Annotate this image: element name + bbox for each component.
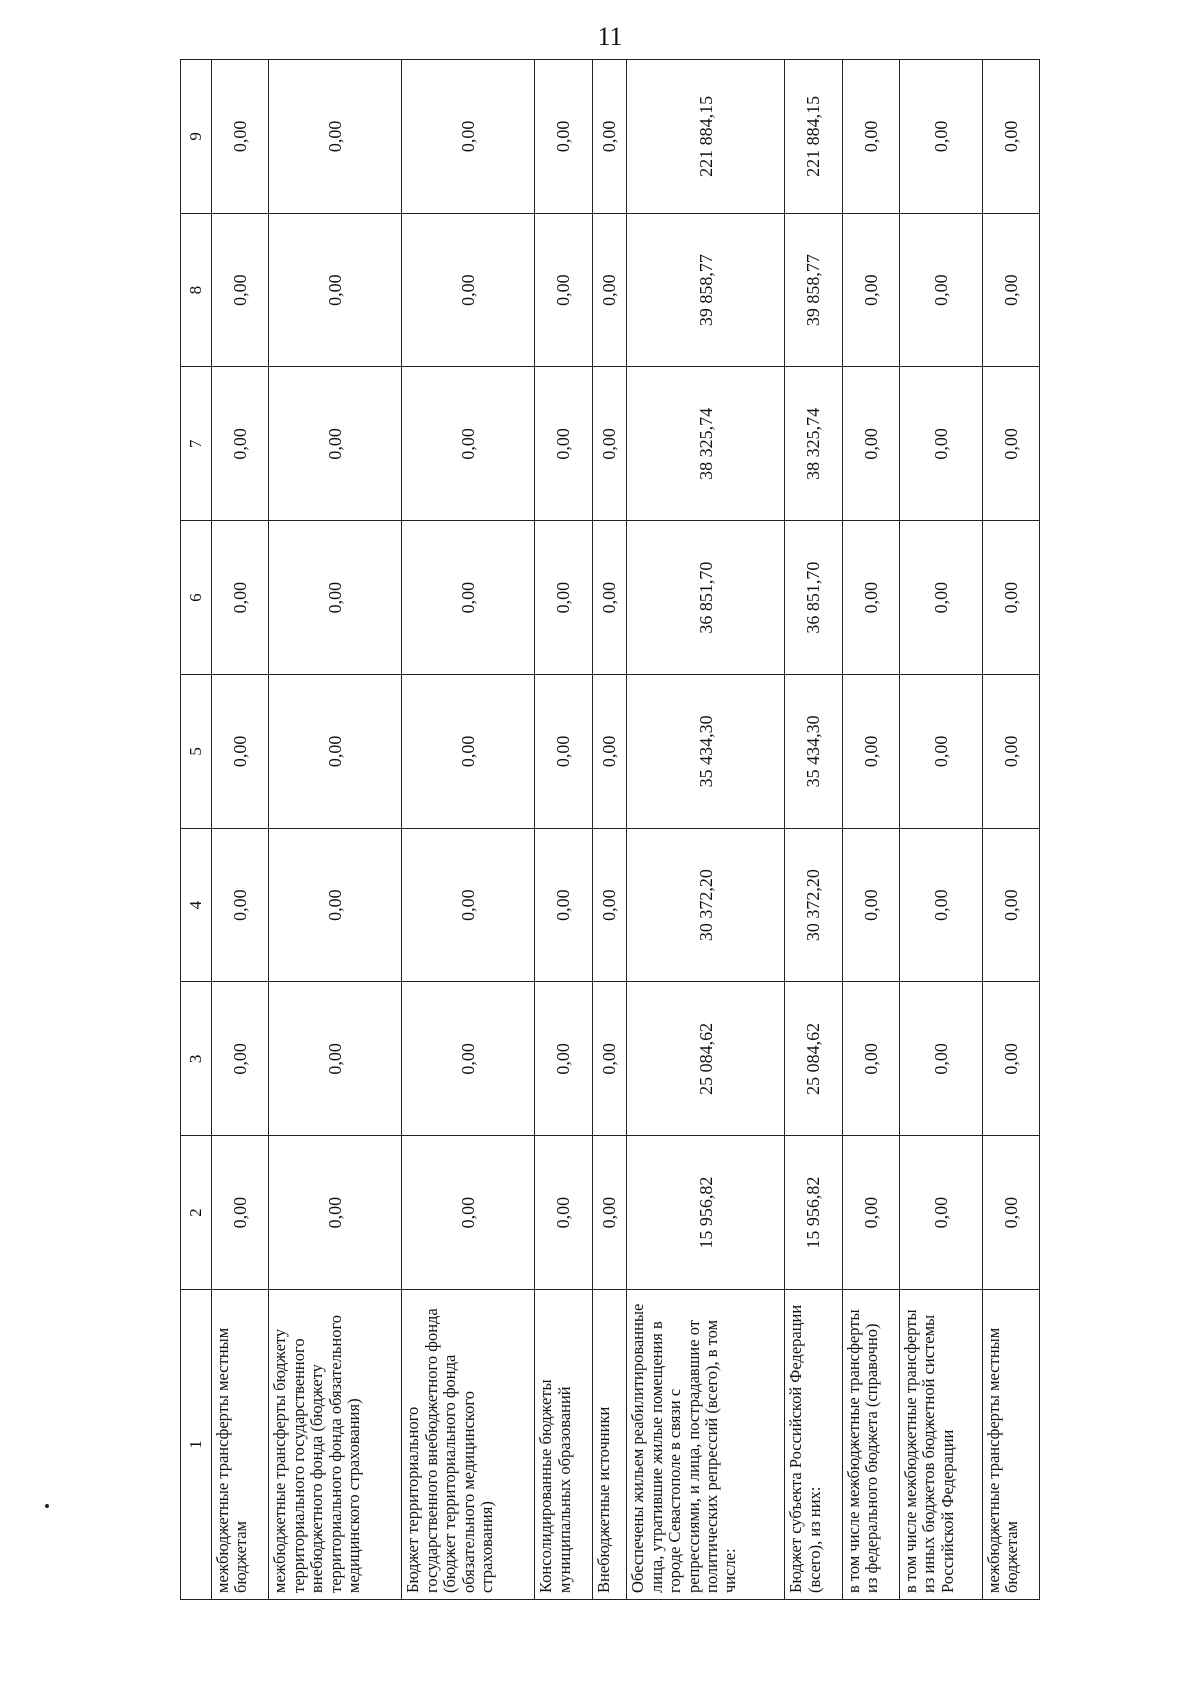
table-row <box>212 60 269 1600</box>
table-row <box>535 60 592 1600</box>
row-label-cell: Бюджет территориального государственного внебюджетного фонда (бюджет территориального фонда обязательного медицинского страхования) <box>402 1290 535 1600</box>
row-label-cell: в том числе межбюджетные трансферты из иных бюджетов бюджетной системы Российской Федерации <box>900 1290 983 1600</box>
value-cell: 25 084,62 <box>627 982 785 1136</box>
value-cell: 0,00 <box>842 675 899 829</box>
column-header-6: 6 <box>181 521 212 675</box>
value-cell: 0,00 <box>982 213 1039 367</box>
value-cell: 0,00 <box>269 213 402 367</box>
value-cell: 0,00 <box>402 367 535 521</box>
rotated-table-container <box>180 60 1040 1600</box>
value-cell: 0,00 <box>269 828 402 982</box>
value-cell: 15 956,82 <box>785 1136 842 1290</box>
row-label-cell: в том числе межбюджетные трансферты из федерального бюджета (справочно) <box>842 1290 899 1600</box>
value-cell: 0,00 <box>535 828 592 982</box>
table-row <box>269 60 402 1600</box>
value-cell: 0,00 <box>592 521 626 675</box>
value-cell: 0,00 <box>212 367 269 521</box>
value-cell: 0,00 <box>900 60 983 214</box>
value-cell: 0,00 <box>402 521 535 675</box>
value-cell: 39 858,77 <box>627 213 785 367</box>
row-label-cell: Бюджет субъекта Российской Федерации (всего), из них: <box>785 1290 842 1600</box>
value-cell: 35 434,30 <box>627 675 785 829</box>
table-row <box>900 60 983 1600</box>
value-cell: 0,00 <box>212 521 269 675</box>
value-cell: 0,00 <box>900 828 983 982</box>
column-header-2: 2 <box>181 1136 212 1290</box>
column-header-7: 7 <box>181 367 212 521</box>
column-header-4: 4 <box>181 828 212 982</box>
value-cell: 0,00 <box>900 982 983 1136</box>
value-cell: 0,00 <box>900 675 983 829</box>
value-cell: 0,00 <box>212 1136 269 1290</box>
row-label-cell: межбюджетные трансферты местным бюджетам <box>982 1290 1039 1600</box>
budget-table <box>180 59 1040 1600</box>
value-cell: 0,00 <box>842 367 899 521</box>
value-cell: 0,00 <box>592 1136 626 1290</box>
value-cell: 30 372,20 <box>785 828 842 982</box>
column-header-8: 8 <box>181 213 212 367</box>
value-cell: 0,00 <box>982 675 1039 829</box>
value-cell: 0,00 <box>982 60 1039 214</box>
value-cell: 36 851,70 <box>627 521 785 675</box>
table-rotation-frame <box>180 60 1040 1600</box>
value-cell: 221 884,15 <box>785 60 842 214</box>
value-cell: 39 858,77 <box>785 213 842 367</box>
value-cell: 0,00 <box>842 60 899 214</box>
value-cell: 38 325,74 <box>785 367 842 521</box>
value-cell: 0,00 <box>592 213 626 367</box>
value-cell: 0,00 <box>269 675 402 829</box>
value-cell: 0,00 <box>592 675 626 829</box>
page-number: 11 <box>597 22 623 51</box>
value-cell: 0,00 <box>212 982 269 1136</box>
table-row <box>982 60 1039 1600</box>
row-label-cell: Внебюджетные источники <box>592 1290 626 1600</box>
value-cell: 0,00 <box>982 1136 1039 1290</box>
value-cell: 38 325,74 <box>627 367 785 521</box>
value-cell: 0,00 <box>842 982 899 1136</box>
value-cell: 0,00 <box>535 1136 592 1290</box>
value-cell: 0,00 <box>402 213 535 367</box>
value-cell: 0,00 <box>402 1136 535 1290</box>
value-cell: 0,00 <box>269 982 402 1136</box>
column-header-3: 3 <box>181 982 212 1136</box>
value-cell: 0,00 <box>269 1136 402 1290</box>
scan-artifact-dot <box>45 1504 49 1508</box>
value-cell: 0,00 <box>982 367 1039 521</box>
value-cell: 0,00 <box>592 60 626 214</box>
value-cell: 0,00 <box>592 367 626 521</box>
value-cell: 221 884,15 <box>627 60 785 214</box>
value-cell: 0,00 <box>842 1136 899 1290</box>
value-cell: 0,00 <box>982 982 1039 1136</box>
value-cell: 0,00 <box>402 982 535 1136</box>
column-header-1: 1 <box>181 1290 212 1600</box>
value-cell: 0,00 <box>982 521 1039 675</box>
value-cell: 0,00 <box>402 675 535 829</box>
row-label-cell: Обеспечены жильем реабилитированные лица, утратившие жилые помещения в городе Севастополе в связи с репрессиями, и лица, пострадавшие от политических репрессий (всего), в том числе: <box>627 1290 785 1600</box>
value-cell: 36 851,70 <box>785 521 842 675</box>
value-cell: 0,00 <box>212 60 269 214</box>
table-row <box>592 60 626 1600</box>
value-cell: 0,00 <box>212 828 269 982</box>
value-cell: 25 084,62 <box>785 982 842 1136</box>
table-row <box>627 60 785 1600</box>
table-row <box>402 60 535 1600</box>
value-cell: 0,00 <box>842 521 899 675</box>
row-label-cell: Консолидированные бюджеты муниципальных образований <box>535 1290 592 1600</box>
value-cell: 0,00 <box>535 213 592 367</box>
value-cell: 0,00 <box>269 521 402 675</box>
value-cell: 0,00 <box>269 367 402 521</box>
value-cell: 35 434,30 <box>785 675 842 829</box>
value-cell: 0,00 <box>535 675 592 829</box>
value-cell: 0,00 <box>402 828 535 982</box>
value-cell: 0,00 <box>535 367 592 521</box>
table-body <box>212 60 1040 1600</box>
value-cell: 0,00 <box>842 828 899 982</box>
value-cell: 0,00 <box>402 60 535 214</box>
row-label-cell: межбюджетные трансферты местным бюджетам <box>212 1290 269 1600</box>
value-cell: 0,00 <box>212 675 269 829</box>
value-cell: 0,00 <box>535 521 592 675</box>
value-cell: 0,00 <box>592 828 626 982</box>
header-row <box>181 60 212 1600</box>
value-cell: 0,00 <box>900 1136 983 1290</box>
column-header-5: 5 <box>181 675 212 829</box>
value-cell: 0,00 <box>842 213 899 367</box>
value-cell: 0,00 <box>592 982 626 1136</box>
value-cell: 15 956,82 <box>627 1136 785 1290</box>
value-cell: 0,00 <box>982 828 1039 982</box>
table-row <box>842 60 899 1600</box>
value-cell: 0,00 <box>900 213 983 367</box>
value-cell: 0,00 <box>900 367 983 521</box>
column-header-9: 9 <box>181 60 212 214</box>
table-row <box>785 60 842 1600</box>
value-cell: 0,00 <box>212 213 269 367</box>
value-cell: 0,00 <box>900 521 983 675</box>
value-cell: 0,00 <box>535 60 592 214</box>
value-cell: 0,00 <box>535 982 592 1136</box>
value-cell: 30 372,20 <box>627 828 785 982</box>
row-label-cell: межбюджетные трансферты бюджету территориального государственного внебюджетного фонда (бюджету территориального фонда обязательного медицинского страхования) <box>269 1290 402 1600</box>
value-cell: 0,00 <box>269 60 402 214</box>
